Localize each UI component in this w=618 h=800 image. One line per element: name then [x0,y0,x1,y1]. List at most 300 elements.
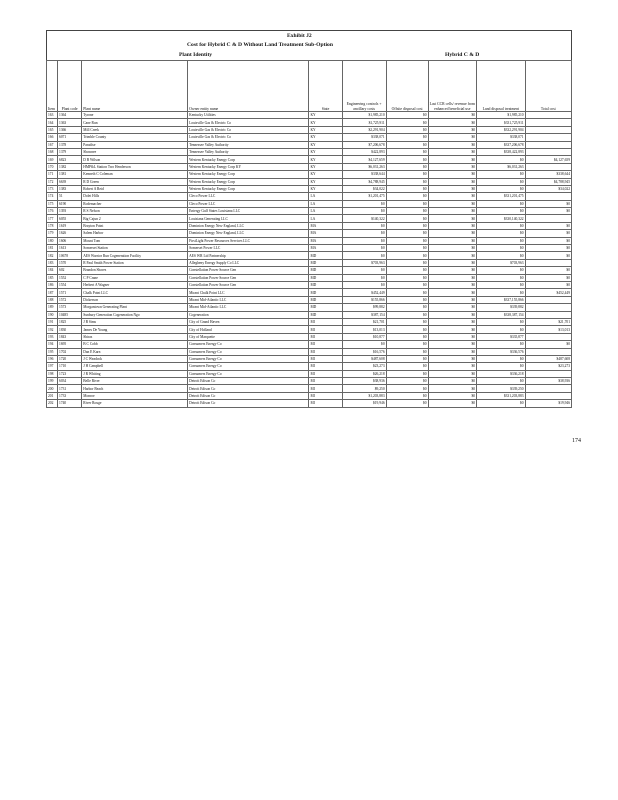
cell-state: MI [309,370,342,377]
cost-table [46,60,572,408]
cell-plant-name: J B Sims [82,318,188,325]
cell-owner: City of Grand Haven [188,318,309,325]
cell-item: 189 [47,304,58,311]
cell-item: 202 [47,400,58,407]
cell-last-ccr: $0 [428,363,477,370]
cell-item: 166 [47,134,58,141]
cell-offsite: $0 [386,171,428,178]
table-row [47,200,572,207]
cell-total [525,193,571,200]
cell-last-ccr: $0 [428,289,477,296]
table-row [47,185,572,192]
cell-engineering: $155,866 [342,296,386,303]
cell-land-disposal: $0 [477,274,526,281]
cell-engineering: $1,725,911 [342,119,386,126]
cell-total: $487,608 [525,355,571,362]
cell-state: KY [309,185,342,192]
cell-offsite: $0 [386,252,428,259]
cell-item: 164 [47,119,58,126]
table-row [47,385,572,392]
cell-plant-name: R S Nelson [82,208,188,215]
table-row [47,267,572,274]
cell-engineering: $0 [342,252,386,259]
cell-last-ccr: $0 [428,141,477,148]
col-land-disposal: Land disposal treatment [477,61,526,112]
cell-item: 163 [47,112,58,119]
cell-plant-code: 10678 [58,252,82,259]
cell-owner: Cleco Power LLC [188,200,309,207]
cell-engineering: $9,250 [342,385,386,392]
cell-item: 192 [47,326,58,333]
cell-land-disposal: $331,725,911 [477,119,526,126]
cell-land-disposal: $0 [477,185,526,192]
cell-engineering: $0 [342,245,386,252]
cell-owner: Consumers Energy Co [188,341,309,348]
table-row [47,348,572,355]
cell-last-ccr: $0 [428,237,477,244]
table-row [47,326,572,333]
table-row [47,304,572,311]
cell-offsite: $0 [386,193,428,200]
cell-plant-name: C P Crane [82,274,188,281]
cell-plant-code: 1383 [58,185,82,192]
cell-item: 188 [47,296,58,303]
cell-engineering: $13,013 [342,326,386,333]
cell-owner: Louisiana Generating LLC [188,215,309,222]
col-engineering: Engineering controls + ancillary costs [342,61,386,112]
cell-plant-name: Big Cajun 2 [82,215,188,222]
table-row [47,311,572,318]
cell-land-disposal: $0 [477,208,526,215]
cell-owner: Detroit Edison Co [188,392,309,399]
cell-total [525,385,571,392]
cell-offsite: $0 [386,237,428,244]
cell-engineering: $6,031,263 [342,163,386,170]
cell-land-disposal: $331,201,475 [477,193,526,200]
cell-owner: Somerset Power LLC [188,245,309,252]
cell-offsite: $0 [386,200,428,207]
cell-engineering: $487,608 [342,355,386,362]
cell-engineering: $10,877 [342,333,386,340]
cell-owner: City of Holland [188,326,309,333]
col-plant-code: Plant code [58,61,82,112]
cell-land-disposal: $338,071 [477,134,526,141]
cell-offsite: $0 [386,326,428,333]
cell-offsite: $0 [386,134,428,141]
cell-total: $19,946 [525,400,571,407]
cell-state: MI [309,326,342,333]
cell-total: $338,644 [525,171,571,178]
cell-owner: Dominion Energy New England, LLC [188,230,309,237]
cell-offsite: $0 [386,296,428,303]
table-row [47,333,572,340]
cell-total: $0 [525,252,571,259]
cell-plant-code: 1843 [58,333,82,340]
cell-state: MI [309,363,342,370]
cell-last-ccr: $0 [428,230,477,237]
cell-engineering: $7,206,678 [342,141,386,148]
cell-land-disposal: $335,877 [477,333,526,340]
cell-plant-name: Mount Tom [82,237,188,244]
cell-engineering: $338,071 [342,134,386,141]
cell-item: 180 [47,237,58,244]
cell-owner: Cleco Power LLC [188,193,309,200]
table-title: Cost for Hybrid C & D Without Land Treatment Sub-Option [187,42,333,48]
cell-owner: Western Kentucky Energy Corp KY [188,163,309,170]
cell-plant-name: Dan E Karn [82,348,188,355]
cell-last-ccr: $0 [428,274,477,281]
cell-last-ccr: $0 [428,355,477,362]
cell-owner: Western Kentucky Energy Corp [188,171,309,178]
cell-offsite: $0 [386,148,428,155]
cell-offsite: $0 [386,267,428,274]
cell-offsite: $0 [386,355,428,362]
cell-plant-name: R Paul Smith Power Station [82,259,188,266]
cell-plant-code: 1720 [58,355,82,362]
cell-offsite: $0 [386,304,428,311]
cell-owner: FirstLight Power Resources Services LLC [188,237,309,244]
cell-item: 165 [47,126,58,133]
cell-land-disposal: $0 [477,200,526,207]
cell-last-ccr: $0 [428,341,477,348]
cell-engineering: $0 [342,281,386,288]
cell-engineering: $452,449 [342,289,386,296]
cell-item: 194 [47,341,58,348]
table-row [47,296,572,303]
cell-plant-code: 1573 [58,304,82,311]
cell-plant-name: Trimble County [82,134,188,141]
cell-plant-code: 1382 [58,163,82,170]
cell-offsite: $0 [386,230,428,237]
cell-owner: Constellation Power Source Gen [188,274,309,281]
cell-plant-name: James De Young [82,326,188,333]
cell-land-disposal: $0 [477,178,526,185]
cell-land-disposal: $0 [477,237,526,244]
table-row [47,171,572,178]
cell-total [525,141,571,148]
cell-engineering: $703,963 [342,259,386,266]
cell-owner: Kentucky Utilities [188,112,309,119]
cell-land-disposal: $0 [477,281,526,288]
cell-plant-code: 1381 [58,171,82,178]
cell-last-ccr: $0 [428,385,477,392]
cell-plant-code: 1570 [58,259,82,266]
cell-last-ccr: $0 [428,252,477,259]
cell-plant-code: 1606 [58,237,82,244]
cell-land-disposal: $0 [477,222,526,229]
cell-item: 169 [47,156,58,163]
cell-item: 179 [47,230,58,237]
cell-engineering: $1,985,210 [342,112,386,119]
cell-total [525,392,571,399]
cell-land-disposal: $336,218 [477,370,526,377]
cell-offsite: $0 [386,163,428,170]
cell-plant-code: 1710 [58,363,82,370]
column-header-row [47,61,572,112]
cell-owner: Mirant Mid-Atlantic LLC [188,296,309,303]
cell-engineering: $19,946 [342,400,386,407]
cell-land-disposal: $0 [477,363,526,370]
cell-land-disposal: $339,250 [477,385,526,392]
cell-land-disposal: $0 [477,171,526,178]
cell-plant-code: 1723 [58,370,82,377]
page-number: 174 [572,438,581,444]
cell-plant-code: 1366 [58,126,82,133]
cell-item: 167 [47,141,58,148]
cell-item: 198 [47,370,58,377]
cell-offsite: $0 [386,208,428,215]
cell-engineering: $140,322 [342,215,386,222]
cell-plant-name: HMP&L Station Two Henderson [82,163,188,170]
cell-engineering: $0 [342,208,386,215]
cell-engineering: $4,788,945 [342,178,386,185]
cell-engineering: $2,291,904 [342,126,386,133]
cell-total: $0 [525,274,571,281]
col-owner: Owner entity name [188,61,309,112]
cell-last-ccr: $0 [428,378,477,385]
cell-plant-name: AES Warrior Run Cogeneration Facility [82,252,188,259]
cell-last-ccr: $0 [428,222,477,229]
cell-state: MD [309,274,342,281]
cell-owner: Louisville Gas & Electric Co [188,119,309,126]
cell-land-disposal: $337,206,678 [477,141,526,148]
table-header-band [46,30,572,60]
cell-total: $21,701 [525,318,571,325]
cell-land-disposal: $0 [477,400,526,407]
cell-land-disposal: $1,985,210 [477,112,526,119]
cell-plant-code: 51 [58,193,82,200]
cell-last-ccr: $0 [428,311,477,318]
cell-land-disposal: $331,203,883 [477,392,526,399]
table-row [47,245,572,252]
cell-engineering: $38,936 [342,378,386,385]
cell-last-ccr: $0 [428,134,477,141]
cell-plant-name: Harbor Beach [82,385,188,392]
cell-owner: Louisville Gas & Electric Co [188,126,309,133]
cell-item: 187 [47,289,58,296]
cell-item: 201 [47,392,58,399]
cell-plant-code: 1393 [58,208,82,215]
cell-last-ccr: $0 [428,178,477,185]
cell-plant-code: 1740 [58,400,82,407]
cell-engineering: $34,022 [342,185,386,192]
cell-plant-code: 1554 [58,281,82,288]
cell-engineering: $0 [342,222,386,229]
cell-plant-code: 6034 [58,378,82,385]
cell-total [525,370,571,377]
cell-land-disposal: $0 [477,318,526,325]
table-row [47,208,572,215]
cell-engineering: $23,273 [342,363,386,370]
cell-land-disposal: $330,140,322 [477,215,526,222]
cell-land-disposal: $0 [477,341,526,348]
cell-item: 178 [47,222,58,229]
cell-offsite: $0 [386,112,428,119]
col-offsite: Offsite disposal cost [386,61,428,112]
cell-owner: Western Kentucky Energy Corp [188,185,309,192]
cell-plant-name: Dickerson [82,296,188,303]
cell-land-disposal: $0 [477,245,526,252]
cell-plant-code: 1626 [58,230,82,237]
cell-state: MD [309,289,342,296]
cell-plant-name: R D Green [82,178,188,185]
cell-total [525,134,571,141]
cell-state: KY [309,156,342,163]
table-row [47,259,572,266]
cell-engineering: $26,218 [342,370,386,377]
cell-offsite: $0 [386,126,428,133]
cell-total [525,296,571,303]
cell-state: MA [309,230,342,237]
cell-item: 191 [47,318,58,325]
cell-plant-code: 1733 [58,392,82,399]
cell-state: KY [309,148,342,155]
cell-state: MA [309,245,342,252]
cell-land-disposal: $703,963 [477,259,526,266]
cell-state: MD [309,259,342,266]
cell-state: MI [309,333,342,340]
cell-total: $4,788,945 [525,178,571,185]
cell-state: MI [309,400,342,407]
cell-last-ccr: $0 [428,245,477,252]
cell-owner: Detroit Edison Co [188,400,309,407]
cell-land-disposal: $0 [477,289,526,296]
cell-last-ccr: $0 [428,370,477,377]
cell-offsite: $0 [386,245,428,252]
cell-offsite: $0 [386,385,428,392]
cell-item: 184 [47,267,58,274]
cell-item: 199 [47,378,58,385]
table-row [47,378,572,385]
table-row [47,392,572,399]
cell-plant-name: J C Weadock [82,355,188,362]
cell-item: 182 [47,252,58,259]
cell-plant-name: River Rouge [82,400,188,407]
cell-last-ccr: $0 [428,200,477,207]
cell-offsite: $0 [386,259,428,266]
table-row [47,230,572,237]
cell-item: 185 [47,274,58,281]
cell-item: 170 [47,163,58,170]
cell-last-ccr: $0 [428,281,477,288]
cell-offsite: $0 [386,370,428,377]
cell-engineering: $0 [342,200,386,207]
cell-plant-name: Robert A Reid [82,185,188,192]
cell-owner: Detroit Edison Co [188,378,309,385]
cell-offsite: $0 [386,341,428,348]
cell-state: MD [309,311,342,318]
cell-offsite: $0 [386,178,428,185]
cell-land-disposal: $339,882 [477,304,526,311]
cell-state: KY [309,163,342,170]
cell-state: KY [309,141,342,148]
cell-plant-name: B C Cobb [82,341,188,348]
cell-last-ccr: $0 [428,163,477,170]
table-row [47,178,572,185]
cell-land-disposal: $0 [477,156,526,163]
cell-state: LA [309,215,342,222]
cell-item: 174 [47,193,58,200]
cell-offsite: $0 [386,333,428,340]
cell-plant-code: 6071 [58,134,82,141]
cell-owner: Western Kentucky Energy Corp [188,178,309,185]
cell-last-ccr: $0 [428,112,477,119]
cell-item: 186 [47,281,58,288]
cell-last-ccr: $0 [428,208,477,215]
cell-last-ccr: $0 [428,171,477,178]
cell-engineering: $0 [342,341,386,348]
cell-item: 171 [47,171,58,178]
cell-offsite: $0 [386,318,428,325]
cell-total [525,112,571,119]
cell-offsite: $0 [386,348,428,355]
exhibit-sheet [46,30,572,408]
cell-plant-name: Kenneth C Coleman [82,171,188,178]
cell-state: KY [309,126,342,133]
cell-plant-name: Tyrone [82,112,188,119]
cell-last-ccr: $0 [428,318,477,325]
cell-plant-code: 1572 [58,296,82,303]
cell-total: $0 [525,230,571,237]
cell-plant-code: 1552 [58,274,82,281]
cell-state: MI [309,392,342,399]
cell-engineering: $99,882 [342,304,386,311]
cell-plant-code: 1378 [58,141,82,148]
table-row [47,274,572,281]
cell-owner: Consumers Energy Co [188,355,309,362]
cell-state: MD [309,252,342,259]
cell-offsite: $0 [386,222,428,229]
cell-total [525,126,571,133]
col-state: State [309,61,342,112]
cell-plant-name: Salem Harbor [82,230,188,237]
cell-owner: Louisville Gas & Electric Co [188,134,309,141]
cell-total: $0 [525,237,571,244]
cell-land-disposal: $0 [477,252,526,259]
cell-last-ccr: $0 [428,304,477,311]
cell-item: 168 [47,148,58,155]
table-row [47,134,572,141]
cell-state: LA [309,193,342,200]
cell-plant-name: Shiras [82,333,188,340]
cell-total [525,304,571,311]
cell-state: MI [309,355,342,362]
cell-state: MD [309,267,342,274]
cell-offsite: $0 [386,185,428,192]
cell-offsite: $0 [386,274,428,281]
cell-land-disposal: $0 [477,230,526,237]
cell-owner: City of Marquette [188,333,309,340]
cell-plant-name: Somerset Station [82,245,188,252]
cell-total [525,311,571,318]
cell-last-ccr: $0 [428,126,477,133]
cell-total: $38,936 [525,378,571,385]
cell-land-disposal: $0 [477,355,526,362]
cell-item: 181 [47,245,58,252]
table-row [47,318,572,325]
cell-plant-code: 6639 [58,178,82,185]
cell-engineering: $338,644 [342,171,386,178]
cell-offsite: $0 [386,311,428,318]
cell-engineering: $422,893 [342,148,386,155]
cell-plant-code: 1702 [58,348,82,355]
table-row [47,148,572,155]
cell-state: LA [309,200,342,207]
table-row [47,289,572,296]
table-row [47,193,572,200]
cell-plant-code: 1731 [58,385,82,392]
cell-item: 172 [47,178,58,185]
